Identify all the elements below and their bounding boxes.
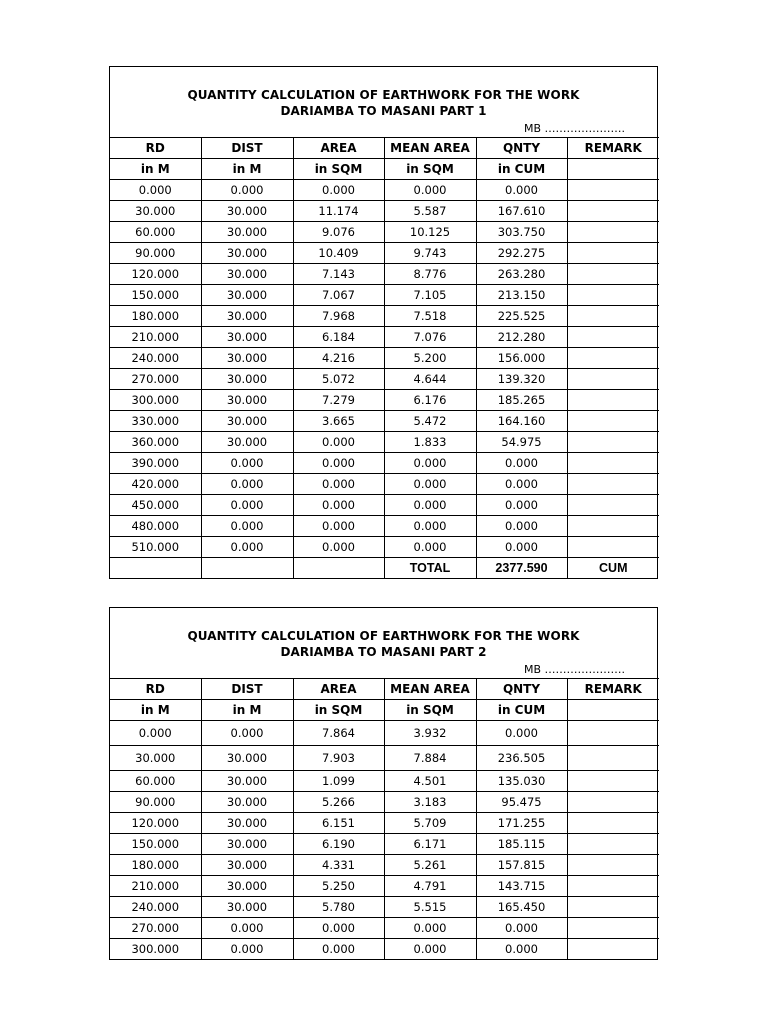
unit-area: in SQM — [293, 700, 384, 721]
cell-rd: 90.000 — [110, 243, 201, 264]
cell-rd: 60.000 — [110, 771, 201, 792]
cell-area: 0.000 — [293, 474, 384, 495]
cell-mean-area: 5.200 — [384, 348, 476, 369]
table-row — [110, 855, 659, 876]
units-row — [110, 700, 659, 721]
table-row — [110, 285, 659, 306]
cell-remark — [567, 453, 659, 474]
cell-area: 0.000 — [293, 432, 384, 453]
cell-remark — [567, 264, 659, 285]
cell-rd: 30.000 — [110, 201, 201, 222]
mb-reference: MB …………………. — [523, 122, 625, 135]
header-dist: DIST — [201, 138, 293, 159]
cell-mean-area: 9.743 — [384, 243, 476, 264]
cell-rd: 360.000 — [110, 432, 201, 453]
cell-area: 1.099 — [293, 771, 384, 792]
header-mean-area: MEAN AREA — [384, 679, 476, 700]
cell-remark — [567, 939, 659, 960]
cell-area: 6.151 — [293, 813, 384, 834]
cell-qnty: 135.030 — [476, 771, 567, 792]
unit-rd: in M — [110, 700, 201, 721]
total-row — [110, 558, 659, 579]
cell-mean-area: 3.183 — [384, 792, 476, 813]
cell-rd: 450.000 — [110, 495, 201, 516]
cell-area: 3.665 — [293, 411, 384, 432]
cell-dist: 30.000 — [201, 834, 293, 855]
cell-rd: 120.000 — [110, 264, 201, 285]
table-row — [110, 306, 659, 327]
cell-remark — [567, 411, 659, 432]
title-line-2: DARIAMBA TO MASANI PART 1 — [280, 104, 487, 118]
cell-qnty: 0.000 — [476, 537, 567, 558]
cell-qnty: 95.475 — [476, 792, 567, 813]
cell-empty — [110, 558, 201, 579]
cell-rd: 210.000 — [110, 876, 201, 897]
unit-mean-area: in SQM — [384, 700, 476, 721]
cell-remark — [567, 897, 659, 918]
cell-area: 4.216 — [293, 348, 384, 369]
cell-qnty: 0.000 — [476, 918, 567, 939]
mb-reference: MB …………………. — [523, 663, 625, 676]
cell-qnty: 164.160 — [476, 411, 567, 432]
cell-remark — [567, 855, 659, 876]
cell-remark — [567, 918, 659, 939]
cell-area: 9.076 — [293, 222, 384, 243]
total-value: 2377.590 — [476, 558, 567, 579]
header-qnty: QNTY — [476, 679, 567, 700]
cell-dist: 0.000 — [201, 453, 293, 474]
cell-rd: 480.000 — [110, 516, 201, 537]
cell-qnty: 167.610 — [476, 201, 567, 222]
cell-area: 7.279 — [293, 390, 384, 411]
table-row — [110, 369, 659, 390]
header-dist: DIST — [201, 679, 293, 700]
cell-qnty: 0.000 — [476, 516, 567, 537]
cell-area: 4.331 — [293, 855, 384, 876]
cell-mean-area: 5.261 — [384, 855, 476, 876]
header-remark: REMARK — [567, 679, 659, 700]
cell-remark — [567, 813, 659, 834]
cell-dist: 0.000 — [201, 721, 293, 746]
cell-mean-area: 0.000 — [384, 516, 476, 537]
header-area: AREA — [293, 138, 384, 159]
cell-area: 5.266 — [293, 792, 384, 813]
cell-dist: 30.000 — [201, 285, 293, 306]
cell-mean-area: 0.000 — [384, 180, 476, 201]
cell-dist: 30.000 — [201, 327, 293, 348]
cell-remark — [567, 495, 659, 516]
cell-area: 7.143 — [293, 264, 384, 285]
cell-remark — [567, 222, 659, 243]
cell-rd: 240.000 — [110, 897, 201, 918]
table-row — [110, 516, 659, 537]
cell-remark — [567, 390, 659, 411]
header-mean-area: MEAN AREA — [384, 138, 476, 159]
cell-area: 6.184 — [293, 327, 384, 348]
sheet-title — [110, 67, 657, 119]
cell-dist: 0.000 — [201, 180, 293, 201]
table-row — [110, 222, 659, 243]
cell-rd: 420.000 — [110, 474, 201, 495]
cell-qnty: 0.000 — [476, 474, 567, 495]
cell-mean-area: 7.884 — [384, 746, 476, 771]
quantity-table — [110, 678, 659, 959]
cell-rd: 120.000 — [110, 813, 201, 834]
unit-remark — [567, 159, 659, 180]
cell-rd: 270.000 — [110, 918, 201, 939]
cell-area: 7.968 — [293, 306, 384, 327]
cell-qnty: 185.265 — [476, 390, 567, 411]
table-row — [110, 939, 659, 960]
table-row — [110, 537, 659, 558]
cell-mean-area: 0.000 — [384, 453, 476, 474]
unit-qnty: in CUM — [476, 159, 567, 180]
cell-dist: 30.000 — [201, 243, 293, 264]
cell-empty — [293, 558, 384, 579]
cell-qnty: 0.000 — [476, 495, 567, 516]
unit-dist: in M — [201, 159, 293, 180]
cell-area: 0.000 — [293, 495, 384, 516]
cell-mean-area: 6.171 — [384, 834, 476, 855]
cell-dist: 0.000 — [201, 495, 293, 516]
cell-rd: 0.000 — [110, 721, 201, 746]
cell-qnty: 213.150 — [476, 285, 567, 306]
header-remark: REMARK — [567, 138, 659, 159]
cell-dist: 30.000 — [201, 771, 293, 792]
cell-qnty: 236.505 — [476, 746, 567, 771]
cell-area: 11.174 — [293, 201, 384, 222]
cell-qnty: 171.255 — [476, 813, 567, 834]
title-line-1: QUANTITY CALCULATION OF EARTHWORK FOR THE WORK — [187, 88, 580, 102]
cell-remark — [567, 348, 659, 369]
cell-dist: 30.000 — [201, 855, 293, 876]
table-row — [110, 771, 659, 792]
cell-mean-area: 4.791 — [384, 876, 476, 897]
cell-remark — [567, 721, 659, 746]
cell-area: 0.000 — [293, 516, 384, 537]
unit-mean-area: in SQM — [384, 159, 476, 180]
cell-mean-area: 7.518 — [384, 306, 476, 327]
cell-empty — [201, 558, 293, 579]
cell-qnty: 263.280 — [476, 264, 567, 285]
cell-qnty: 139.320 — [476, 369, 567, 390]
cell-remark — [567, 285, 659, 306]
cell-area: 5.780 — [293, 897, 384, 918]
cell-dist: 0.000 — [201, 516, 293, 537]
table-row — [110, 243, 659, 264]
table-row — [110, 897, 659, 918]
cell-mean-area: 7.076 — [384, 327, 476, 348]
table-row — [110, 792, 659, 813]
cell-dist: 30.000 — [201, 264, 293, 285]
cell-mean-area: 0.000 — [384, 474, 476, 495]
quantity-table — [110, 137, 659, 578]
table-row — [110, 264, 659, 285]
table-row — [110, 432, 659, 453]
cell-qnty: 0.000 — [476, 453, 567, 474]
header-rd: RD — [110, 138, 201, 159]
cell-rd: 60.000 — [110, 222, 201, 243]
cell-qnty: 0.000 — [476, 721, 567, 746]
table-row — [110, 201, 659, 222]
cell-area: 5.250 — [293, 876, 384, 897]
cell-rd: 330.000 — [110, 411, 201, 432]
title-line-2: DARIAMBA TO MASANI PART 2 — [280, 645, 487, 659]
cell-dist: 30.000 — [201, 411, 293, 432]
cell-remark — [567, 432, 659, 453]
cell-area: 7.067 — [293, 285, 384, 306]
table-row — [110, 876, 659, 897]
cell-dist: 30.000 — [201, 897, 293, 918]
table-row — [110, 453, 659, 474]
table-row — [110, 495, 659, 516]
cell-mean-area: 0.000 — [384, 918, 476, 939]
cell-qnty: 0.000 — [476, 939, 567, 960]
cell-rd: 150.000 — [110, 834, 201, 855]
cell-qnty: 157.815 — [476, 855, 567, 876]
cell-mean-area: 5.587 — [384, 201, 476, 222]
table-row — [110, 180, 659, 201]
unit-qnty: in CUM — [476, 700, 567, 721]
cell-mean-area: 8.776 — [384, 264, 476, 285]
earthwork-sheet-part-2 — [109, 607, 658, 960]
cell-qnty: 165.450 — [476, 897, 567, 918]
cell-mean-area: 0.000 — [384, 495, 476, 516]
cell-rd: 240.000 — [110, 348, 201, 369]
cell-remark — [567, 327, 659, 348]
table-row — [110, 721, 659, 746]
cell-dist: 30.000 — [201, 432, 293, 453]
cell-area: 0.000 — [293, 537, 384, 558]
cell-remark — [567, 201, 659, 222]
cell-remark — [567, 369, 659, 390]
earthwork-sheet-part-1 — [109, 66, 658, 579]
cell-remark — [567, 771, 659, 792]
sheet-title — [110, 608, 657, 660]
cell-mean-area: 1.833 — [384, 432, 476, 453]
cell-remark — [567, 746, 659, 771]
unit-dist: in M — [201, 700, 293, 721]
cell-rd: 270.000 — [110, 369, 201, 390]
table-row — [110, 918, 659, 939]
cell-remark — [567, 876, 659, 897]
cell-mean-area: 7.105 — [384, 285, 476, 306]
cell-qnty: 143.715 — [476, 876, 567, 897]
cell-rd: 90.000 — [110, 792, 201, 813]
cell-remark — [567, 834, 659, 855]
cell-area: 7.864 — [293, 721, 384, 746]
cell-qnty: 156.000 — [476, 348, 567, 369]
cell-qnty: 0.000 — [476, 180, 567, 201]
cell-rd: 210.000 — [110, 327, 201, 348]
cell-rd: 390.000 — [110, 453, 201, 474]
header-qnty: QNTY — [476, 138, 567, 159]
cell-qnty: 54.975 — [476, 432, 567, 453]
cell-dist: 30.000 — [201, 369, 293, 390]
cell-mean-area: 0.000 — [384, 939, 476, 960]
cell-qnty: 292.275 — [476, 243, 567, 264]
cell-area: 5.072 — [293, 369, 384, 390]
cell-remark — [567, 537, 659, 558]
cell-dist: 30.000 — [201, 201, 293, 222]
cell-area: 0.000 — [293, 180, 384, 201]
cell-mean-area: 10.125 — [384, 222, 476, 243]
cell-qnty: 303.750 — [476, 222, 567, 243]
cell-qnty: 185.115 — [476, 834, 567, 855]
header-row — [110, 138, 659, 159]
cell-area: 0.000 — [293, 939, 384, 960]
table-row — [110, 390, 659, 411]
table-row — [110, 474, 659, 495]
cell-rd: 0.000 — [110, 180, 201, 201]
cell-remark — [567, 180, 659, 201]
cell-remark — [567, 516, 659, 537]
cell-dist: 0.000 — [201, 918, 293, 939]
table-row — [110, 834, 659, 855]
cell-remark — [567, 306, 659, 327]
cell-rd: 180.000 — [110, 855, 201, 876]
cell-mean-area: 6.176 — [384, 390, 476, 411]
unit-remark — [567, 700, 659, 721]
cell-dist: 30.000 — [201, 306, 293, 327]
cell-area: 0.000 — [293, 453, 384, 474]
cell-dist: 0.000 — [201, 537, 293, 558]
table-row — [110, 813, 659, 834]
cell-qnty: 225.525 — [476, 306, 567, 327]
total-label: TOTAL — [384, 558, 476, 579]
cell-mean-area: 4.644 — [384, 369, 476, 390]
unit-area: in SQM — [293, 159, 384, 180]
cell-qnty: 212.280 — [476, 327, 567, 348]
cell-rd: 300.000 — [110, 939, 201, 960]
cell-area: 6.190 — [293, 834, 384, 855]
cell-rd: 30.000 — [110, 746, 201, 771]
cell-remark — [567, 792, 659, 813]
cell-dist: 30.000 — [201, 348, 293, 369]
cell-area: 7.903 — [293, 746, 384, 771]
title-line-1: QUANTITY CALCULATION OF EARTHWORK FOR THE WORK — [187, 629, 580, 643]
table-row — [110, 348, 659, 369]
total-unit: CUM — [567, 558, 659, 579]
cell-mean-area: 4.501 — [384, 771, 476, 792]
table-row — [110, 411, 659, 432]
cell-rd: 150.000 — [110, 285, 201, 306]
cell-dist: 30.000 — [201, 222, 293, 243]
cell-dist: 30.000 — [201, 390, 293, 411]
header-row — [110, 679, 659, 700]
header-area: AREA — [293, 679, 384, 700]
cell-mean-area: 5.472 — [384, 411, 476, 432]
cell-mean-area: 3.932 — [384, 721, 476, 746]
cell-mean-area: 0.000 — [384, 537, 476, 558]
cell-dist: 30.000 — [201, 813, 293, 834]
cell-mean-area: 5.709 — [384, 813, 476, 834]
cell-remark — [567, 474, 659, 495]
cell-remark — [567, 243, 659, 264]
cell-dist: 0.000 — [201, 939, 293, 960]
units-row — [110, 159, 659, 180]
header-rd: RD — [110, 679, 201, 700]
cell-area: 10.409 — [293, 243, 384, 264]
cell-rd: 510.000 — [110, 537, 201, 558]
cell-rd: 300.000 — [110, 390, 201, 411]
cell-area: 0.000 — [293, 918, 384, 939]
cell-mean-area: 5.515 — [384, 897, 476, 918]
table-row — [110, 746, 659, 771]
cell-rd: 180.000 — [110, 306, 201, 327]
cell-dist: 30.000 — [201, 792, 293, 813]
unit-rd: in M — [110, 159, 201, 180]
cell-dist: 0.000 — [201, 474, 293, 495]
table-row — [110, 327, 659, 348]
cell-dist: 30.000 — [201, 746, 293, 771]
cell-dist: 30.000 — [201, 876, 293, 897]
